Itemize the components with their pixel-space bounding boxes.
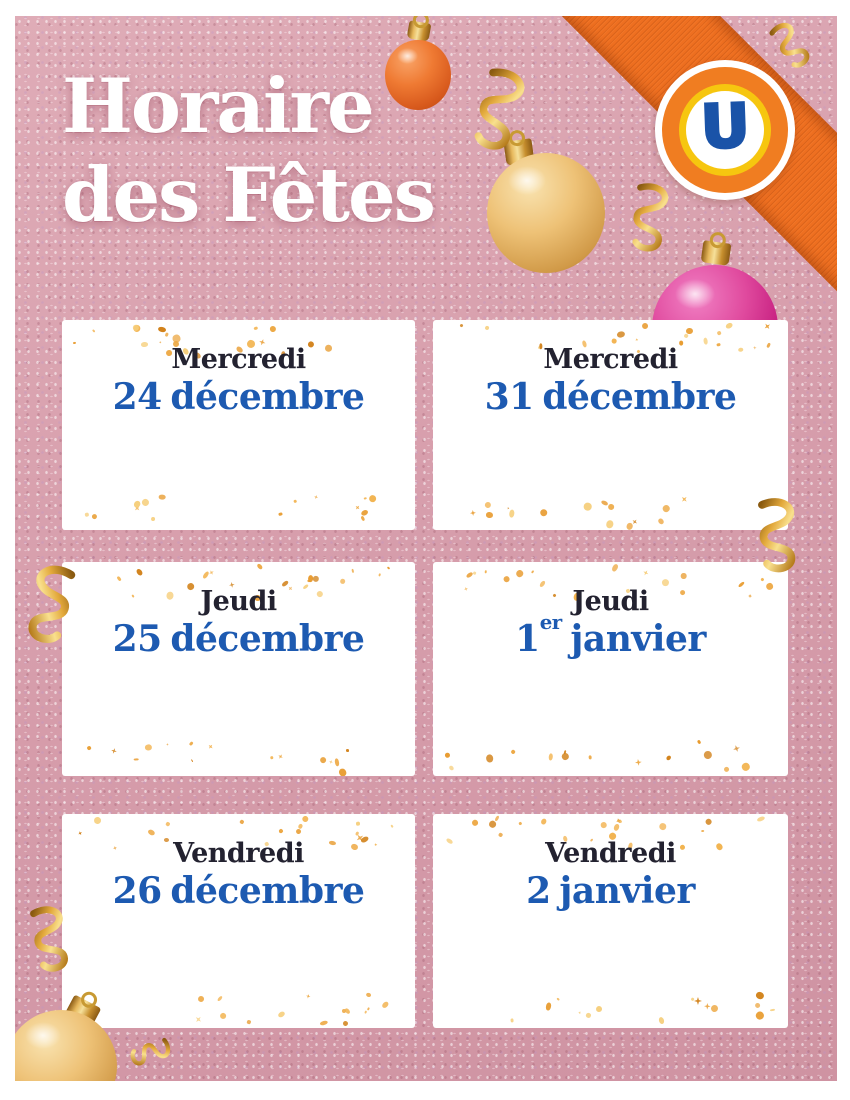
confetti-speck [540, 817, 547, 824]
confetti-speck [485, 501, 492, 508]
card-date-label [62, 871, 415, 912]
date-ordinal: er [539, 610, 562, 635]
confetti-speck [561, 752, 570, 761]
confetti-speck [319, 1020, 328, 1026]
confetti-speck [294, 499, 298, 503]
confetti-speck [531, 571, 534, 574]
card-date-label [433, 871, 788, 912]
confetti-speck [92, 329, 95, 333]
date-month: décembre [170, 376, 365, 419]
card-date-label [62, 619, 415, 660]
card-day-label: Jeudi [200, 586, 277, 617]
date-month: janvier [559, 870, 695, 913]
confetti-speck [301, 816, 308, 823]
confetti-speck [356, 822, 360, 826]
confetti-speck [546, 1002, 552, 1010]
confetti-speck [391, 824, 395, 828]
confetti-speck [741, 762, 751, 772]
confetti-speck [662, 504, 671, 513]
confetti-speck [471, 818, 480, 827]
confetti-speck [329, 760, 334, 765]
confetti-speck [194, 1015, 204, 1025]
schedule-card-dec-25 [62, 562, 415, 776]
confetti-speck [277, 753, 284, 760]
confetti-speck [207, 743, 214, 750]
logo-u-letter: U [699, 91, 751, 163]
card-day-label: Vendredi [545, 838, 676, 869]
confetti-speck [725, 322, 733, 330]
confetti-speck [197, 995, 206, 1004]
confetti-speck [470, 510, 476, 516]
confetti-speck [494, 815, 500, 822]
magenta-bauble-cap-icon [701, 240, 732, 266]
confetti-speck [313, 576, 319, 582]
confetti-speck [762, 322, 771, 331]
confetti-speck [515, 568, 525, 578]
orange-bauble-cap-icon [407, 20, 432, 42]
confetti-speck [379, 573, 382, 576]
confetti-speck [770, 1008, 776, 1011]
confetti-speck [351, 569, 354, 573]
confetti-speck [366, 992, 373, 998]
confetti-speck [270, 755, 273, 759]
confetti-speck [485, 511, 492, 517]
u-store-logo [655, 60, 795, 200]
confetti-speck [111, 748, 119, 756]
confetti-speck [509, 509, 515, 517]
confetti-speck [694, 997, 702, 1005]
confetti-speck [381, 1001, 389, 1009]
confetti-speck [642, 569, 650, 577]
confetti-speck [91, 513, 98, 520]
confetti-speck [756, 816, 765, 823]
date-number: 2 [526, 870, 551, 913]
confetti-speck [635, 758, 643, 766]
confetti-speck [239, 819, 244, 824]
confetti-speck [277, 1011, 285, 1019]
confetti-speck [658, 1016, 665, 1024]
confetti-speck [583, 503, 592, 512]
confetti-speck [502, 574, 511, 583]
confetti-speck [605, 519, 614, 529]
date-month: décembre [170, 618, 365, 661]
confetti-speck [338, 767, 348, 776]
confetti-speck [364, 497, 367, 500]
confetti-speck [247, 1020, 252, 1025]
confetti-speck [510, 749, 516, 755]
confetti-speck [710, 1004, 719, 1013]
confetti-speck [658, 821, 668, 831]
confetti-speck [342, 1020, 349, 1027]
schedule-card-dec-26 [62, 814, 415, 1028]
card-day-label: Mercredi [543, 344, 678, 375]
confetti-speck [364, 1011, 367, 1015]
confetti-speck [84, 512, 89, 516]
card-day-label: Mercredi [171, 344, 306, 375]
confetti-speck [755, 991, 765, 1000]
confetti-speck [586, 1012, 593, 1018]
card-date-label [433, 377, 788, 418]
confetti-speck [295, 828, 302, 835]
confetti-speck [600, 821, 607, 828]
confetti-speck [723, 766, 730, 773]
confetti-speck [360, 515, 365, 521]
poster-background [15, 16, 837, 1081]
confetti-speck [665, 754, 671, 761]
confetti-speck [518, 821, 522, 825]
title-line-2: des Fêtes [62, 150, 434, 239]
confetti-speck [136, 569, 144, 577]
confetti-speck [278, 512, 282, 515]
schedule-card-jan-2 [433, 814, 788, 1028]
logo-center [686, 91, 764, 169]
confetti-speck [485, 570, 487, 574]
confetti-speck [148, 829, 156, 836]
date-number: 31 [484, 376, 534, 419]
confetti-speck [754, 1010, 765, 1021]
confetti-speck [172, 334, 181, 343]
confetti-speck [556, 997, 560, 1001]
confetti-speck [616, 330, 625, 338]
confetti-speck [683, 333, 688, 338]
confetti-speck [549, 753, 553, 761]
date-month: décembre [542, 376, 737, 419]
confetti-speck [87, 745, 93, 751]
confetti-speck [217, 996, 224, 1003]
confetti-speck [354, 504, 361, 511]
confetti-speck [256, 563, 262, 570]
confetti-speck [191, 759, 194, 762]
schedule-card-dec-31 [433, 320, 788, 530]
confetti-speck [320, 757, 327, 764]
confetti-speck [610, 563, 618, 572]
title-line-1: Horaire [62, 62, 373, 150]
date-month: décembre [170, 870, 365, 913]
confetti-speck [697, 739, 702, 744]
confetti-speck [754, 1002, 761, 1009]
confetti-speck [346, 749, 350, 752]
confetti-speck [589, 756, 592, 761]
confetti-speck [334, 758, 340, 766]
confetti-speck [368, 495, 376, 503]
confetti-speck [486, 754, 494, 763]
confetti-speck [134, 758, 139, 761]
confetti-speck [269, 325, 277, 333]
confetti-speck [700, 829, 703, 831]
card-day-label: Jeudi [572, 586, 649, 617]
confetti-speck [732, 744, 741, 753]
confetti-speck [641, 322, 649, 330]
confetti-speck [681, 573, 687, 579]
confetti-speck [459, 323, 463, 327]
confetti-speck [254, 327, 258, 331]
confetti-speck [679, 494, 688, 503]
confetti-speck [617, 819, 623, 823]
confetti-speck [577, 1011, 581, 1015]
confetti-speck [340, 578, 346, 584]
gold-streamer-icon [750, 498, 805, 593]
confetti-speck [279, 828, 285, 834]
card-date-label [62, 377, 415, 418]
confetti-speck [498, 832, 503, 837]
confetti-speck [626, 522, 634, 530]
confetti-speck [165, 821, 170, 826]
poster-title [62, 62, 434, 239]
card-day-label: Vendredi [173, 838, 304, 869]
confetti-speck [166, 743, 169, 746]
confetti-speck [77, 830, 83, 836]
confetti-speck [634, 338, 639, 343]
card-date-label [433, 610, 788, 661]
confetti-speck [145, 743, 152, 750]
confetti-speck [703, 750, 713, 760]
schedule-card-dec-24 [62, 320, 415, 530]
schedule-card-jan-1 [433, 562, 788, 776]
date-number: 24 [112, 376, 162, 419]
confetti-speck [344, 1008, 351, 1015]
confetti-speck [219, 1012, 228, 1021]
gold-streamer-icon [23, 900, 78, 996]
confetti-speck [306, 993, 312, 999]
confetti-speck [165, 332, 170, 337]
confetti-speck [117, 576, 122, 582]
confetti-speck [92, 815, 102, 825]
date-number: 25 [112, 618, 162, 661]
confetti-speck [141, 498, 151, 508]
confetti-speck [540, 509, 547, 516]
confetti-speck [151, 517, 155, 521]
confetti-speck [716, 331, 721, 336]
date-number: 26 [112, 870, 162, 913]
confetti-speck [202, 571, 210, 580]
date-number: 1 [515, 618, 540, 661]
date-month: janvier [570, 618, 706, 661]
confetti-speck [705, 818, 713, 826]
confetti-speck [485, 326, 491, 332]
confetti-speck [613, 824, 620, 832]
confetti-speck [449, 765, 455, 771]
confetti-speck [658, 517, 666, 525]
confetti-speck [690, 997, 694, 1001]
confetti-speck [159, 495, 166, 500]
confetti-speck [445, 752, 451, 758]
confetti-speck [386, 566, 390, 570]
confetti-speck [189, 741, 194, 746]
orange-bauble-icon [385, 40, 451, 110]
confetti-speck [595, 1006, 601, 1012]
confetti-speck [314, 494, 319, 499]
confetti-speck [511, 1018, 514, 1022]
